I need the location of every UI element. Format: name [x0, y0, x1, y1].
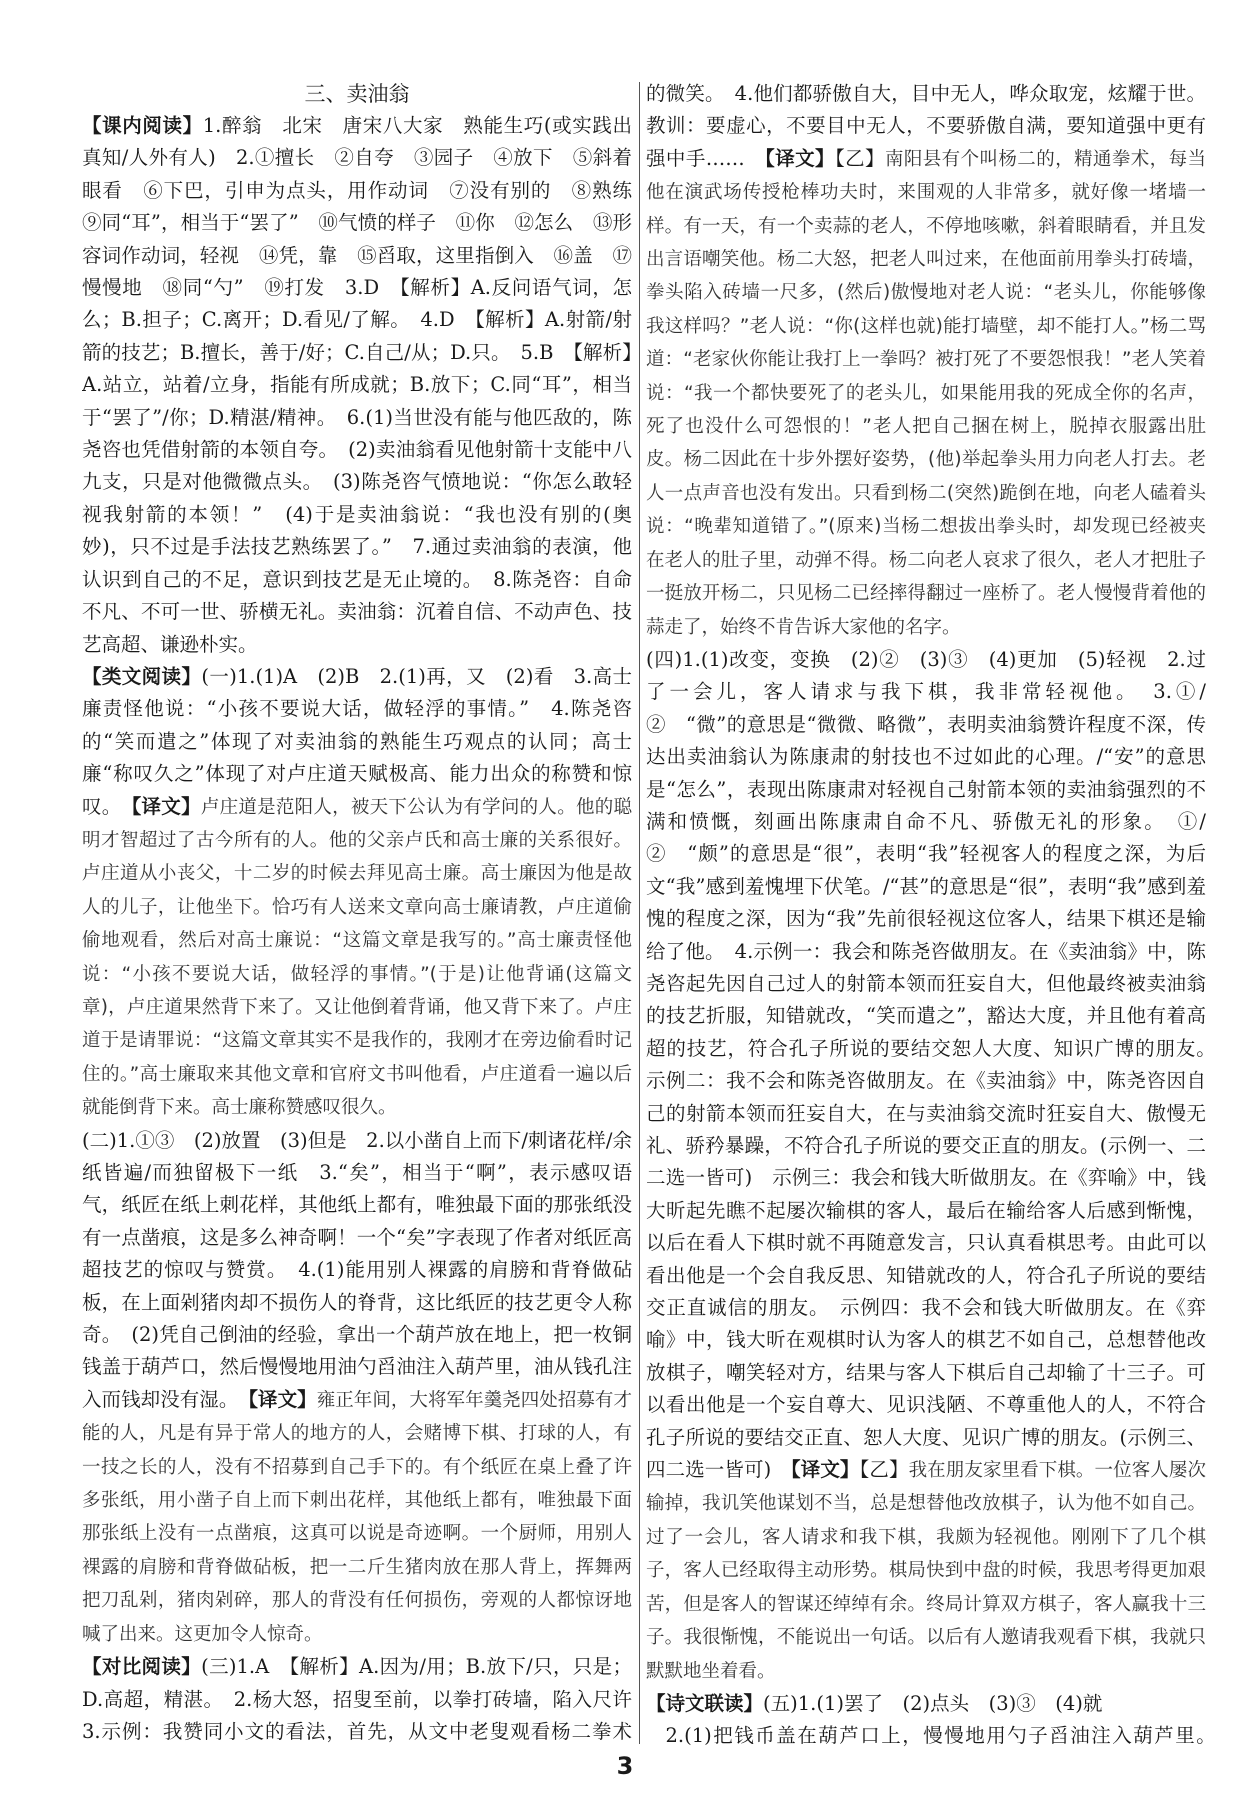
shiwen-answers-1: (五)1.(1)罢了 (2)点头 (3)③ (4)就: [763, 1691, 1103, 1715]
left-column: [82, 78, 632, 1748]
translation-label-4: 【 译文 】: [791, 1458, 860, 1481]
continued-text: 的微笑。 4.他们都骄傲自大，目中无人，哗众取宠，炫耀于世。教训：要虚心，不要目中无人，不要骄傲自满，要知道强中更有强中手……: [646, 82, 1206, 170]
section-four-text: (四)1.(1)改变，变换 (2)② (3)③ (4)更加 (5)轻视 2.过了一会儿，客人请求与我下棋，我非常轻视他。 3.①/② “微”的意思是“微微、略微”，表明卖油翁赞许程度不深，传达出卖油翁认为陈康肃的射技也不过如此的心理。/“安”的意思是“怎么”，表现出陈康肃对轻视自己射箭本领的卖油翁强烈的不满和愤慨，刻画出陈康肃自命不凡、骄傲无礼的形象。 ①/② “颇”的意思是“很”，表明“我”轻视客人的程度之深，为后文“我”感到羞愧埋下伏笔。/“甚”的意思是“很”，表明“我”感到羞愧的程度之深，因为“我”先前很轻视这位客人，结果下棋还是输给了他。 4.示例一：我会和陈尧咨做朋友。在《卖油翁》中，陈尧咨起先因自己过人的射箭本领而狂妄自大，但他最终被卖油翁的技艺折服，知错就改，“笑而遣之”，豁达大度，并且他有着高超的技艺，符合孔子所说的要结交恕人大度、知识广博的朋友。 示例二：我不会和陈尧咨做朋友。在《卖油翁》中，陈尧咨因自己的射箭本领而狂妄自大，在与卖油翁交流时狂妄自大、傲慢无礼、骄矜暴躁，不符合孔子所说的要交正直的朋友。(示例一、二二选一皆可) 示例三：我会和钱大昕做朋友。在《弈喻》中，钱大昕起先瞧不起屡次输棋的客人，最后在输给客人后感到惭愧，以后在看人下棋时就不再随意发言，只认真看棋思考。由此可以看出他是一个会自我反思、知错就改的人，符合孔子所说的要结交正直诚信的朋友。 示例四：我不会和钱大昕做朋友。在《弈喻》中，钱大昕在观棋时认为客人的棋艺不如自己，总想替他改放棋子，嘲笑轻对方，结果与客人下棋后自己却输了十三子。可以看出他是一个妄自尊大、见识浅陋、不尊重他人的人，不符合孔子所说的要结交正直、恕人大度、见识广博的朋友。(示例三、四二选一皆可): [646, 647, 1206, 1482]
shiwen-paragraph: [646, 1688, 1206, 1720]
continued-paragraph: [646, 78, 1206, 644]
translation-label-1: 【 译文 】: [132, 795, 201, 818]
translation-text-2: 雍正年间，大将军年羹尧四处招募有才能的人，凡是有异于常人的地方的人，会赌博下棋、打球的人，有一技之长的人，没有不招募到自己手下的。有个纸匠在桌上叠了许多张纸，用小凿子自上而下刺出花样，其他纸上都有，唯独最下面那张纸上没有一点凿痕，这真可以说是奇迹啊。一个厨师，用别人裸露的肩膀和背脊做砧板，把一二斤生猪肉放在那人背上，挥舞两把刀乱剁，猪肉剁碎，那人的背没有任何损伤，旁观的人都惊讶地喊了出来。这更加令人惊奇。: [82, 1389, 632, 1645]
leiwen-paragraph-2: [82, 1125, 632, 1652]
translation-label-3: 【 译文 】: [765, 147, 835, 170]
leiwen-answers-2: (二)1.①③ (2)放置 (3)但是 2.以小凿自上而下/刺诸花样/余纸皆遍/而独留极下一纸 3.“矣”，相当于“啊”，表示感叹语气，纸匠在纸上刺花样，其他纸上都有，唯独最下面的那张纸没有一点凿痕，这是多么神奇啊！一个“矣”字表现了作者对纸匠高超技艺的惊叹与赞赏。 4.(1)能用别人裸露的肩膀和背脊做砧板，在上面剁猪肉却不损伤人的脊背，这比纸匠的技艺更令人称奇。 (2)凭自己倒油的经验，拿出一个葫芦放在地上，把一枚铜钱盖于葫芦口，然后慢慢地用油勺舀油注入葫芦里，油从钱孔注入而钱却没有湿。: [82, 1128, 632, 1411]
translation-label-2: 【 译文 】: [248, 1388, 316, 1411]
section-label-leiwen: 【 类文阅读 】: [82, 665, 201, 688]
ketnei-paragraph: [82, 110, 632, 661]
section-four-paragraph: [646, 644, 1206, 1688]
translation-text-1: 卢庄道是范阳人，被天下公认为有学问的人。他的聪明才智超过了古今所有的人。他的父亲卢氏和高士廉的关系很好。卢庄道从小丧父，十二岁的时候去拜见高士廉。高士廉因为他是故人的儿子，让他坐下。恰巧有人送来文章向高士廉请教，卢庄道偷偷地观看，然后对高士廉说：“这篇文章是我写的。”高士廉责怪他说：“小孩不要说大话，做轻浮的事情。”(于是)让他背诵(这篇文章)，卢庄道果然背下来了。又让他倒着背诵，他又背下来了。卢庄道于是请罪说：“这篇文章其实不是我作的，我刚才在旁边偷看时记住的。”高士廉取来其他文章和官府文书叫他看，卢庄道看一遍以后就能倒背下来。高士廉称赞感叹很久。: [82, 796, 632, 1119]
yi-label-1: 【乙】: [834, 146, 885, 170]
shiwen-answers-2: 2.(1)把钱币盖在葫芦口上，慢慢地用勺子舀油注入葫芦里。: [665, 1724, 1206, 1748]
section-label-duibi: 【 对比阅读 】: [82, 1655, 201, 1678]
section-label-shiwen: 【 诗文联读 】: [646, 1692, 763, 1715]
translation-text-4: 我在朋友家里看下棋。一位客人屡次输掉，我讥笑他谋划不当，总是想替他改放棋子，认为他不如自己。过了一会儿，客人请求和我下棋，我颇为轻视他。刚刚下了几个棋子，客人已经取得主动形势。棋局快到中盘的时候，我思考得更加艰苦，但是客人的智谋还绰绰有余。终局计算双方棋子，客人赢我十三子。我很惭愧，不能说出一句话。以后有人邀请我观看下棋，我就只默默地坐着看。: [646, 1460, 1206, 1682]
duibi-text: (三)1.A 【解析】A.因为/用；B.放下/只，只是；D.高超，精湛。 2.杨大怒，招叟至前，以拳打砖墙，陷入尺许 3.示例：我赞同小文的看法，首先，从文中老叟观看杨二拳术: [82, 1655, 632, 1743]
yi-label-2: 【乙】: [859, 1458, 909, 1482]
leiwen-paragraph-1: [82, 661, 632, 1125]
duibi-paragraph: [82, 1651, 632, 1748]
lesson-title: 三、卖油翁: [304, 82, 410, 106]
leiwen-answers-1: (一)1.(1)A (2)B 2.(1)再，又 (2)看 3.高士廉责怪他说：“小孩不要说大话，做轻浮的事情。” 4.陈尧咨的“笑而遣之”体现了对卖油翁的熟能生巧观点的认同；高士廉“称叹久之”体现了对卢庄道天赋极高、能力出众的称赞和惊叹。: [82, 664, 632, 818]
column-divider: [639, 82, 640, 1744]
page-number: 3: [616, 1752, 634, 1780]
right-column: [646, 78, 1206, 1748]
section-label-ketnei: 【 课内阅读 】: [82, 114, 203, 137]
shiwen-paragraph-2: [646, 1720, 1206, 1748]
translation-text-3: 南阳县有个叫杨二的，精通拳术，每当他在演武场传授枪棒功夫时，来围观的人非常多，就好像一堵墙一样。有一天，有一个卖蒜的老人，不停地咳嗽，斜着眼睛看，并且发出言语嘲笑他。杨二大怒，把老人叫过来，在他面前用拳头打砖墙，拳头陷入砖墙一尺多，(然后)傲慢地对老人说：“老头儿，你能够像我这样吗？”老人说：“你(这样也就)能打墙壁，却不能打人。”杨二骂道：“老家伙你能让我打上一拳吗？被打死了不要怨恨我！”老人笑着说：“我一个都快要死了的老头儿，如果能用我的死成全你的名声，死了也没什么可怨恨的！”老人把自己捆在树上，脱掉衣服露出肚皮。杨二因此在十步外摆好姿势，(他)举起拳头用力向老人打去。老人一点声音也没有发出。只看到杨二(突然)跪倒在地，向老人磕着头说：“晚辈知道错了。”(原来)当杨二想拔出拳头时，却发现已经被夹在老人的肚子里，动弹不得。杨二向老人哀求了很久，老人才把肚子一挺放开杨二，只见杨二已经摔得翻过一座桥了。老人慢慢背着他的蒜走了，始终不肯告诉大家他的名字。: [646, 148, 1206, 638]
ketnei-text: 1.醉翁 北宋 唐宋八大家 熟能生巧(或实践出真知/人外有人) 2.①擅长 ②自夸 ③园子 ④放下 ⑤斜着眼看 ⑥下巴，引申为点头，用作动词 ⑦没有别的 ⑧熟练 ⑨同“耳”，相当于“罢了” ⑩气愤的样子 ⑪你 ⑫怎么 ⑬形容词作动词，轻视 ⑭凭，靠 ⑮舀取，这里指倒入 ⑯盖 ⑰慢慢地 ⑱同“勺” ⑲打发 3.D 【解析】A.反问语气词，怎么；B.担子；C.离开；D.看见/了解。 4.D 【解析】A.射箭/射箭的技艺；B.擅长，善于/好；C.自己/从；D.只。 5.B 【解析】A.站立，站着/立身，指能有所成就；B.放下；C.同“耳”，相当于“罢了”/你；D.精湛/精神。 6.(1)当世没有能与他匹敌的，陈尧咨也凭借射箭的本领自夸。 (2)卖油翁看见他射箭十支能中八九支，只是对他微微点头。 (3)陈尧咨气愤地说：“你怎么敢轻视我射箭的本领！” (4)于是卖油翁说：“我也没有别的(奥妙)，只不过是手法技艺熟练罢了。” 7.通过卖油翁的表演，他认识到自己的不足，意识到技艺是无止境的。 8.陈尧咨：自命不凡、不可一世、骄横无礼。卖油翁：沉着自信、不动声色、技艺高超、谦逊朴实。: [82, 114, 632, 656]
